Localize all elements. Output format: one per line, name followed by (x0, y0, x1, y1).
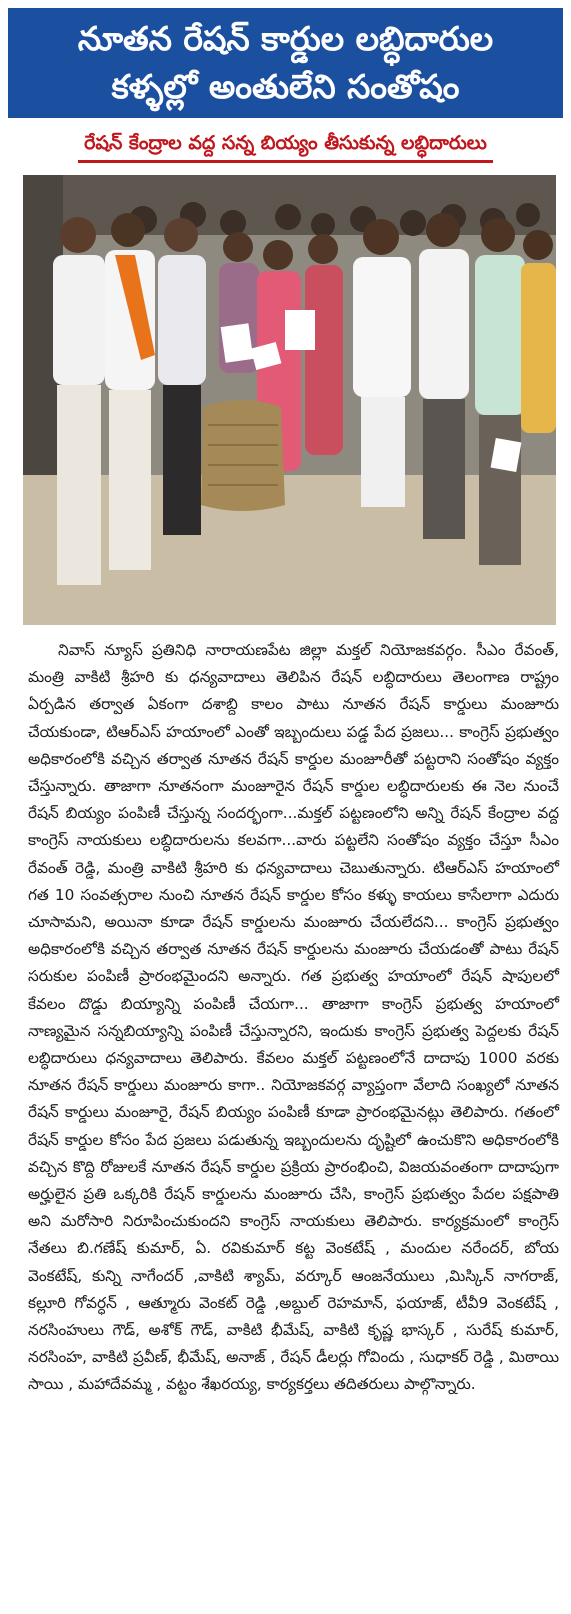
subheadline: రేషన్ కేంద్రాల వద్ద సన్న బియ్యం తీసుకున్న లబ్ధిదారులు (78, 128, 493, 163)
headline-line-2: కళ్ళల్లో అంతులేని సంతోషం (111, 67, 460, 106)
photo-illustration (23, 175, 556, 625)
subheadline-container (8, 128, 563, 163)
article-body: నివాస్ న్యూస్ ప్రతినిధి నారాయణపేట జిల్లా మక్తల్ నియోజకవర్గం. సీఎం రేవంత్, మంత్రి వాకిటి శ్రీహరి కు ధన్యవాదాలు తెలిపిన రేషన్ లబ్ధిదారులు తెలంగాణ రాష్ట్రం ఏర్పడిన తర్వాత ఏకంగా దశాబ్ది కాలం పాటు నూతన రేషన్ కార్డులు మంజూరు చేయకుండా, టిఆర్ఎస్ హయాంలో ఎంతో ఇబ్బందులు పడ్డ పేద ప్రజలు... కాంగ్రెస్ ప్రభుత్వం అధికారంలోకి వచ్చిన తర్వాత నూతన రేషన్ కార్డుల మంజూరీతో పట్టరాని సంతోషం వ్యక్తం చేస్తున్నారు. తాజాగా నూతనంగా మంజూరైన రేషన్ కార్డుల లబ్ధిదారులకు ఈ నెల నుంచే రేషన్ బియ్యం పంపిణీ చేస్తున్న సందర్భంగా...మక్తల్ పట్టణంలోని అన్ని రేషన్ కేంద్రాల వద్ద కాంగ్రెస్ నాయకులు లబ్ధిదారులను కలవగా...వారు పట్టలేని సంతోషం వ్యక్తం చేస్తూ సీఎం రేవంత్ రెడ్డి, మంత్రి వాకిటి శ్రీహరి కు ధన్యవాదాలు చెబుతున్నారు. టిఆర్ఎస్ హయాంలో గత 10 సంవత్సరాల నుంచి నూతన రేషన్ కార్డుల కోసం కళ్ళు కాయలు కాసేలాగా ఎదురు చూసామని, అయినా కూడా రేషన్ కార్డులను మంజూరు చేయలేదని... కాంగ్రెస్ ప్రభుత్వం అధికారంలోకి వచ్చిన తర్వాత నూతన రేషన్ కార్డులను మంజూరు చేయడంతో పాటు రేషన్ సరుకుల పంపిణీ ప్రారంభమైందని అన్నారు. గత ప్రభుత్వ హయాంలో రేషన్ షాపులలో కేవలం దొడ్డు బియ్యాన్ని పంపిణీ చేయగా... తాజాగా కాంగ్రెస్ ప్రభుత్వ హయాంలో నాణ్యమైన సన్నబియ్యాన్ని పంపిణీ చేస్తున్నారని, ఇందుకు కాంగ్రెస్ ప్రభుత్వ పెద్దలకు రేషన్ లబ్ధిదారులు ధన్యవాదాలు తెలిపారు. కేవలం మక్తల్ పట్టణంలోనే దాదాపు 1000 వరకు నూతన రేషన్ కార్డులు మంజూరు కాగా.. నియోజకవర్గ వ్యాప్తంగా వేలాది సంఖ్యలో నూతన రేషన్ కార్డులు మంజూరై, రేషన్ బియ్యం పంపిణీ కూడా ప్రారంభమైనట్లు తెలిపారు. గతంలో రేషన్ కార్డుల కోసం పేద ప్రజలు పడుతున్న ఇబ్బందులను దృష్టిలో ఉంచుకొని అధికారంలోకి వచ్చిన కొద్ది రోజులకే నూతన రేషన్ కార్డుల ప్రక్రియ ప్రారంభించి, విజయవంతంగా దాదాపుగా అర్హులైన ప్రతి ఒక్కరికి రేషన్ కార్డులను మంజూరు చేసి, కాంగ్రెస్ ప్రభుత్వం పేదల పక్షపాతి అని మరోసారి నిరూపించుకుందని కాంగ్రెస్ నాయకులు తెలిపారు. కార్యక్రమంలో కాంగ్రెస్ నేతలు బి.గణేష్ కుమార్, ఏ. రవికుమార్ కట్ట వెంకటేష్ , మందుల నరేందర్, బోయ వెంకటేష్, కున్ని నాగేందర్ ,వాకిటి శ్యామ్, వర్కూర్ ఆంజనేయులు ,మిస్కిన్ నాగరాజ్, కల్లూరి గోవర్ధన్ , ఆత్మూరు వెంకట్ రెడ్డి ,అబ్దుల్ రెహమాన్, ఫయాజ్, టీవీ9 వెంకటేష్ , నరసింహులు గౌడ్, అశోక్ గౌడ్, వాకిటి భీమేష్, వాకిటి కృష్ణ భాస్కర్ , సురేష్ కుమార్, నరసింహ, వాకిటి ప్రవీణ్, భీమేష్, అనాజ్ , రేషన్ డీలర్లు గోవిందు , సుధాకర్ రెడ్డి , మిఠాయి సాయి , మహాదేవమ్మ , వట్టం శేఖరయ్య, కార్యకర్తలు తదితరులు పాల్గొన్నారు. (28, 641, 559, 1394)
headline-banner (8, 8, 563, 118)
news-photo (23, 175, 556, 625)
headline-line-1: నూతన రేషన్ కార్డుల లబ్ధిదారుల (77, 19, 494, 58)
